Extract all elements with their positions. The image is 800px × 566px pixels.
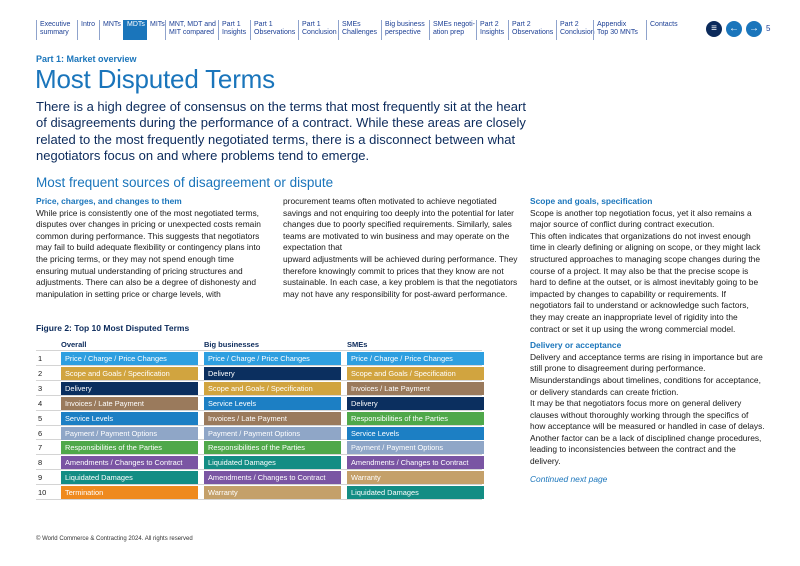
term-cell-big-businesses: Scope and Goals / Specification	[204, 382, 341, 395]
nav-item-label: Insights	[222, 29, 247, 36]
nav-item-label: Executive	[40, 21, 71, 28]
nav-item-label: MNT, MDT and	[169, 21, 216, 28]
term-cell-big-businesses: Liquidated Damages	[204, 456, 341, 469]
nav-item-label: Intro	[81, 21, 96, 28]
back-control	[726, 21, 742, 37]
nav-item-part-1-conclusion[interactable]	[298, 20, 338, 40]
nav-item-smes-negotiation-prep[interactable]	[429, 20, 476, 40]
term-cell-overall: Liquidated Damages	[61, 471, 198, 484]
table-divider	[36, 454, 482, 455]
column-header-smes: SMEs	[347, 340, 368, 349]
nav-controls	[706, 21, 722, 37]
nav-item-label: Challenges	[342, 29, 378, 36]
scope-paragraph-2: This often indicates that organizations do not invest enough time in clearly defining or aligning on scope, or they might lack structured approaches to managing scope changes during the course of a project. It may also be that the precise scope is hard to define at the outset, or is almost inevitably going to be impacted by changes to capability or requirements. If negotiators fail to understand or acknowledge such factors, they may create an inappropriate level of rigidity into the contract or set it up using the wrong commercial model.	[530, 230, 761, 334]
rank-number: 10	[38, 488, 47, 498]
nav-item-big-business-perspective[interactable]	[381, 20, 429, 40]
term-cell-smes: Delivery	[347, 397, 484, 410]
page-number: 5	[766, 24, 771, 33]
footer-copyright: © World Commerce & Contracting 2024. All rights reserved	[36, 536, 193, 542]
nav-item-label: Part 2	[512, 21, 531, 28]
term-cell-overall: Invoices / Late Payment	[61, 397, 198, 410]
term-cell-smes: Scope and Goals / Specification	[347, 367, 484, 380]
term-cell-smes: Liquidated Damages	[347, 486, 484, 499]
term-cell-smes: Warranty	[347, 471, 484, 484]
rank-number: 4	[38, 398, 43, 408]
top-navigation	[36, 20, 684, 40]
arrow-left-icon[interactable]: ←	[726, 21, 742, 37]
nav-item-intro[interactable]	[77, 20, 99, 40]
term-cell-big-businesses: Warranty	[204, 486, 341, 499]
table-divider	[36, 425, 482, 426]
arrow-right-icon[interactable]: →	[746, 21, 762, 37]
scope-paragraph-1: Scope is another top negotiation focus, yet it also remains a major source of conflict during contract execution.	[530, 207, 752, 230]
term-cell-overall: Termination	[61, 486, 198, 499]
price-heading: Price, charges, and changes to them	[36, 196, 182, 206]
nav-item-label: summary	[40, 29, 69, 36]
term-cell-overall: Payment / Payment Options	[61, 427, 198, 440]
continued-link[interactable]: Continued next page	[530, 473, 608, 484]
table-divider	[36, 365, 482, 366]
nav-item-label: Conclusion	[560, 29, 595, 36]
rank-number: 2	[38, 368, 43, 378]
nav-item-label: Part 2	[480, 21, 499, 28]
nav-item-label: Big business	[385, 21, 425, 28]
nav-item-part-2-insights[interactable]	[476, 20, 508, 40]
delivery-paragraph-1: Delivery and acceptance terms are rising in importance but are still prone to disagreement during performance. Misunderstandings about timelines, conditions for acceptance, or delivery standards can create friction.	[530, 351, 763, 397]
nav-item-label: Appendix	[597, 21, 627, 28]
price-paragraph: While price is consistently one of the most negotiated terms, disputes over changes in pricing or unexpected costs remain common during performance. This suggests that negotiators may fail to build adequate flexibility or contingency plans into the pricing terms, or they may not spend enough time ensuring mutual understanding of pricing structures and adjustments. There can also be a degree of dishonesty and manipulation in setting price or charge levels, with	[36, 207, 261, 299]
nav-item-label: SMEs	[342, 21, 361, 28]
forward-control	[746, 21, 762, 37]
column-header-big-businesses: Big businesses	[204, 340, 260, 349]
table-divider	[36, 484, 482, 485]
nav-item-label: Insights	[480, 29, 505, 36]
nav-item-label: Part 1	[302, 21, 321, 28]
text-column-1	[36, 196, 266, 300]
table-divider	[36, 439, 482, 440]
nav-item-label: perspective	[385, 29, 421, 36]
table-divider	[36, 410, 482, 411]
figure-title: Figure 2: Top 10 Most Disputed Terms	[36, 323, 190, 333]
rank-number: 5	[38, 413, 43, 423]
delivery-paragraph-2: It may be that negotiators focus more on general delivery clauses without thoroughly working through the specifics of how acceptance will be measured or handled in case of delays. Another factor can be a lack of disciplined change procedures, leading to inconsistencies between the contract and the delivery.	[530, 398, 765, 467]
rank-number: 9	[38, 473, 43, 483]
term-cell-big-businesses: Payment / Payment Options	[204, 427, 341, 440]
term-cell-overall: Responsibilities of the Parties	[61, 441, 198, 454]
nav-item-label: Observations	[512, 29, 554, 36]
table-divider	[36, 350, 482, 351]
nav-item-label: Part 1	[222, 21, 241, 28]
nav-item-label: SMEs negoti-	[433, 21, 476, 28]
nav-item-label: MNTs	[103, 21, 121, 28]
term-cell-big-businesses: Amendments / Changes to Contract	[204, 471, 341, 484]
nav-item-appendix-top-30-mnts[interactable]	[593, 20, 646, 40]
nav-item-label: Part 1	[254, 21, 273, 28]
section-subheading: Most frequent sources of disagreement or dispute	[36, 175, 334, 190]
rank-number: 1	[38, 354, 43, 363]
term-cell-overall: Delivery	[61, 382, 198, 395]
term-cell-smes: Service Levels	[347, 427, 484, 440]
term-cell-smes: Amendments / Changes to Contract	[347, 456, 484, 469]
term-cell-overall: Price / Charge / Price Changes	[61, 352, 198, 365]
table-divider	[36, 499, 482, 500]
intro-paragraph: There is a high degree of consensus on the terms that most frequently sit at the heart of disagreements during the performance of a contract. While these areas are closely related to the most frequently negotiated terms, there is a disconnect between what negotiators focus on and where problems tend to emerge.	[36, 99, 526, 164]
nav-item-mnts[interactable]	[99, 20, 123, 40]
table-divider	[36, 395, 482, 396]
text-column-2	[283, 196, 521, 300]
term-cell-smes: Invoices / Late Payment	[347, 382, 484, 395]
rank-number: 8	[38, 458, 43, 468]
price-paragraph-continued: procurement teams often motivated to achieve negotiated savings and not enquiring too deeply into the potential for later changes due to poorly specified requirements. Similarly, sales teams are motivated to win business and may operate on the expectation that	[283, 196, 514, 253]
nav-item-smes-challenges[interactable]	[338, 20, 381, 40]
nav-item-executive-summary[interactable]	[36, 20, 77, 40]
term-cell-overall: Scope and Goals / Specification	[61, 367, 198, 380]
term-cell-big-businesses: Responsibilities of the Parties	[204, 441, 341, 454]
nav-item-part-2-conclusion[interactable]	[556, 20, 593, 40]
column-header-overall: Overall	[61, 340, 87, 349]
term-cell-smes: Responsibilities of the Parties	[347, 412, 484, 425]
nav-item-part-1-insights[interactable]	[218, 20, 250, 40]
term-cell-smes: Payment / Payment Options	[347, 441, 484, 454]
nav-item-label: Top 30 MNTs	[597, 29, 638, 36]
nav-item-label: MDTs	[127, 21, 145, 28]
section-label: Part 1: Market overview	[36, 54, 137, 64]
text-column-3	[530, 196, 766, 485]
nav-item-label: Part 2	[560, 21, 579, 28]
page-title: Most Disputed Terms	[35, 64, 275, 94]
term-cell-big-businesses: Delivery	[204, 367, 341, 380]
nav-item-contacts[interactable]	[646, 20, 684, 40]
nav-item-mdts[interactable]	[123, 20, 146, 40]
nav-item-label: MITs	[150, 21, 165, 28]
rank-number: 6	[38, 428, 43, 438]
term-cell-overall: Amendments / Changes to Contract	[61, 456, 198, 469]
nav-item-part-2-observations[interactable]	[508, 20, 556, 40]
rank-number: 3	[38, 383, 43, 393]
nav-item-label: Contacts	[650, 21, 678, 28]
term-cell-big-businesses: Service Levels	[204, 397, 341, 410]
rank-number: 7	[38, 443, 43, 453]
term-cell-overall: Service Levels	[61, 412, 198, 425]
delivery-heading: Delivery or acceptance	[530, 340, 622, 351]
nav-item-mnt-mdt-and-mit-compared[interactable]	[165, 20, 218, 40]
table-divider	[36, 469, 482, 470]
scope-heading: Scope and goals, specification	[530, 196, 653, 206]
nav-item-label: MIT compared	[169, 29, 214, 36]
term-cell-smes: Price / Charge / Price Changes	[347, 352, 484, 365]
table-divider	[36, 380, 482, 381]
nav-item-part-1-observations[interactable]	[250, 20, 298, 40]
term-cell-big-businesses: Price / Charge / Price Changes	[204, 352, 341, 365]
nav-item-label: ation prep	[433, 29, 465, 36]
term-cell-big-businesses: Invoices / Late Payment	[204, 412, 341, 425]
menu-icon[interactable]: ≡	[706, 21, 722, 37]
price-paragraph-2: upward adjustments will be achieved during performance. They therefore knowingly commit to prices that they know are not sustainable. In each case, a key problem is that the negotiators may not have any responsibility for post-award performance.	[283, 253, 518, 299]
nav-item-mits[interactable]	[146, 20, 165, 40]
nav-item-label: Conclusion	[302, 29, 337, 36]
nav-item-label: Observations	[254, 29, 296, 36]
